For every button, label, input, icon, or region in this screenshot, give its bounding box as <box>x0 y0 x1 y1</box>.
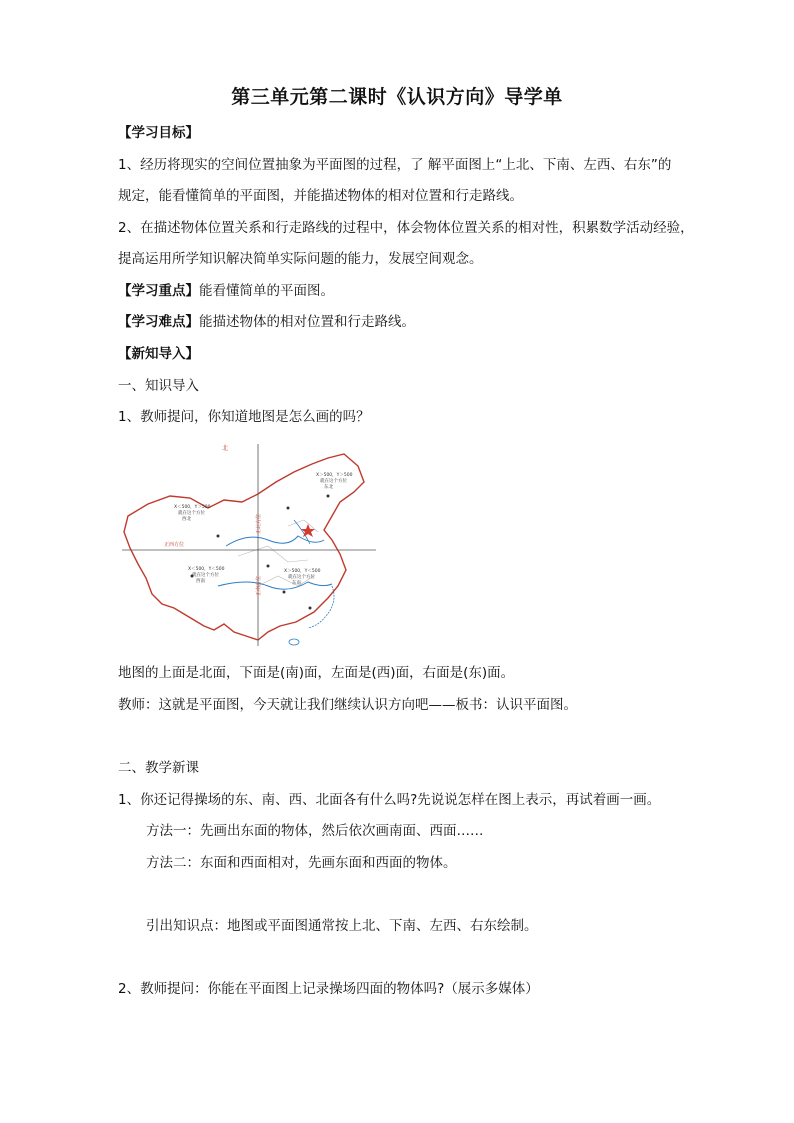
map-north-label: 北 <box>222 445 229 452</box>
map-nw-coord: X＜500，Y＞500 <box>174 505 211 510</box>
method-2: 方法二：东面和西面相对，先画东面和西面的物体。 <box>146 855 457 871</box>
section-2-question-1: 1、你还记得操场的东、南、西、北面各有什么吗?先说说怎样在图上表示，再试着画一画。 <box>118 792 661 808</box>
map-north-axis-label: 正北方位 <box>256 513 262 534</box>
goal-2-line-1: 2、在描述物体位置关系和行走路线的过程中，体会物体位置关系的相对性，积累数学活动经验， <box>118 220 694 236</box>
goal-1-line-2: 规定，能看懂简单的平面图，并能描述物体的相对位置和行走路线。 <box>118 188 523 204</box>
section-2-question-2: 2、教师提问：你能在平面图上记录操场四面的物体吗?（展示多媒体） <box>118 981 539 997</box>
map-ne-note: 就在这个方位 <box>320 479 347 484</box>
knowledge-point: 引出知识点：地图或平面图通常按上北、下南、左西、右东绘制。 <box>146 918 538 934</box>
map-ne-coord: X＞500，Y＞500 <box>316 473 353 478</box>
intro-heading: 【新知导入】 <box>118 346 199 362</box>
map-se-note: 就在这个方位 <box>288 575 315 580</box>
goals-heading: 【学习目标】 <box>118 125 199 141</box>
section-2-title: 二、教学新课 <box>118 760 199 776</box>
section-1-question: 1、教师提问，你知道地图是怎么画的吗？ <box>118 409 370 425</box>
river-yellow <box>226 536 324 546</box>
map-answer: 地图的上面是北面，下面是(南)面，左面是(西)面，右面是(东)面。 <box>118 665 515 681</box>
map-se-label: 东南 <box>292 581 301 586</box>
difficulty-row <box>118 313 718 331</box>
focus-label: 【学习重点】 <box>118 283 199 299</box>
goal-1-line-1: 1、经历将现实的空间位置抽象为平面图的过程，了 解平面图上“上北、下南、左西、右东”的 <box>118 157 672 173</box>
map-sw-note: 就在这个方位 <box>192 573 219 578</box>
focus-row <box>118 282 718 300</box>
map-nw-note: 就在这个方位 <box>178 511 205 516</box>
china-map-figure <box>118 436 382 654</box>
teacher-remark: 教师：这就是平面图，今天就让我们继续认识方向吧——板书：认识平面图。 <box>118 697 577 713</box>
method-1: 方法一：先画出东面的物体，然后依次画南面、西面…… <box>146 823 484 839</box>
map-sw-coord: X＜500，Y＜500 <box>188 567 225 572</box>
capital-star <box>301 524 315 537</box>
focus-text: 能看懂简单的平面图。 <box>199 283 334 299</box>
section-1-title: 一、知识导入 <box>118 378 199 394</box>
map-ne-label: 东北 <box>324 485 333 490</box>
difficulty-text: 能描述物体的相对位置和行走路线。 <box>199 314 415 330</box>
map-west-label: 正西方位 <box>164 542 185 548</box>
page-title: 第三单元第二课时《认识方向》导学单 <box>231 86 563 108</box>
difficulty-label: 【学习难点】 <box>118 314 199 330</box>
map-sw-label: 西南 <box>196 579 205 584</box>
river-yangtze <box>218 582 332 589</box>
map-se-coord: X＞500，Y＜500 <box>284 569 321 574</box>
map-south-axis-label: 正南方位 <box>256 575 262 596</box>
map-nw-label: 西北 <box>182 517 191 522</box>
goal-2-line-2: 提高运用所学知识解决简单实际问题的能力，发展空间观念。 <box>118 251 483 267</box>
